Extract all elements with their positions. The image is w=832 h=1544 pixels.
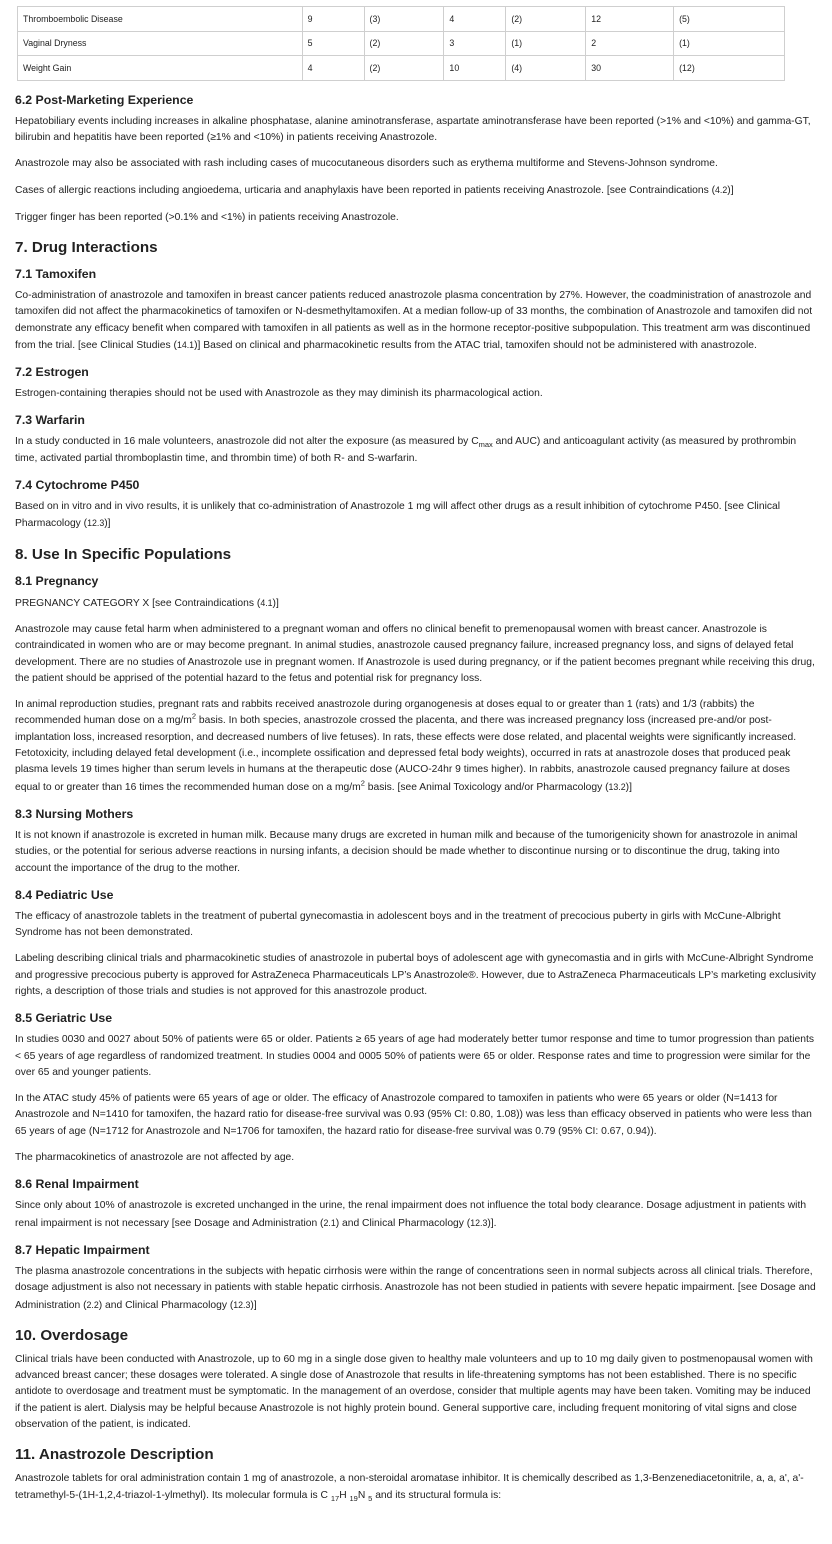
section-8-4-title: 8.4 Pediatric Use — [15, 887, 114, 902]
table-body — [18, 7, 785, 81]
section-11-title: 11. Anastrozole Description — [15, 1446, 214, 1464]
section-10-title: 10. Overdosage — [15, 1326, 129, 1344]
table-cell-value: 12 — [586, 7, 674, 32]
section-8-7-paragraph: The plasma anastrozole concentrations in the subjects with hepatic cirrhosis were within the range of concentrations seen in normal subjects across all clinical trials. Therefore, dosage adjustment is also not necessary in patients with stable hepatic cirrhosis. Anastrozole has not been studied in patients with severe hepatic impairment. [see Dosage and Administration (2.2) and Clinical Pharmacology (12.3)] — [15, 1265, 816, 1311]
table-cell-value: 30 — [586, 56, 674, 81]
table-cell-event: Thromboembolic Disease — [18, 7, 303, 32]
section-8-6-paragraph: Since only about 10% of anastrozole is excreted unchanged in the urine, the renal impairment does not influence the total body clearance. Dosage adjustment in patients with renal impairment is not necessary [see Dosage and Administration (2.1) and Clinical Pharmacology (12.3)]. — [15, 1200, 807, 1229]
reference-link[interactable]: 14.1 — [176, 339, 195, 350]
table-cell-value: 5 — [302, 31, 364, 56]
section-7-2-paragraph: Estrogen-containing therapies should not be used with Anastrozole as they may diminish its pharmacological action. — [15, 388, 543, 400]
table-cell-value: 10 — [444, 56, 506, 81]
table-cell-value: (12) — [674, 56, 785, 81]
table-cell-event: Vaginal Dryness — [18, 31, 303, 56]
table-cell-value: 3 — [444, 31, 506, 56]
table-cell-value: 4 — [444, 7, 506, 32]
table-cell-value: (1) — [674, 31, 785, 56]
reference-link[interactable]: 2.1 — [323, 1217, 336, 1228]
section-8-6-title: 8.6 Renal Impairment — [15, 1177, 139, 1192]
table-cell-value: (2) — [364, 56, 444, 81]
table-row — [18, 56, 785, 81]
table-cell-value: (2) — [364, 31, 444, 56]
section-8-3-title: 8.3 Nursing Mothers — [15, 806, 134, 821]
table-cell-value: (5) — [674, 7, 785, 32]
section-8-3-paragraph: It is not known if anastrozole is excreted in human milk. Because many drugs are excreted in human milk and because of the tumorigenicity shown for anastrozole in animal studies, or the potential for serious adverse reactions in nursing infants, a decision should be made whether to discontinue nursing or to discontinue the drug, taking into account the importance of the drug to the mother. — [15, 829, 798, 874]
section-8-4-paragraph: The efficacy of anastrozole tablets in the treatment of pubertal gynecomastia in adolescent boys and in the treatment of precocious puberty in girls with McCune-Albright Syndrome has not been demonstrated. — [15, 910, 781, 939]
section-8-4-paragraph: Labeling describing clinical trials and pharmacokinetic studies of anastrozole in pubertal boys of adolescent age with gynecomastia and in girls with McCune-Albright Syndrome and progressive precocious puberty is approved for AstraZeneca Pharmaceuticals LP’s Anastrozole®. However, due to AstraZeneca Pharmaceuticals LP’s marketing exclusivity rights, a description of those trials and studies is not approved for this anastrozole product. — [15, 953, 817, 997]
table-cell-value: 2 — [586, 31, 674, 56]
table-cell-value: (1) — [506, 31, 586, 56]
table-cell-value: (2) — [506, 7, 586, 32]
table-cell-value: 4 — [302, 56, 364, 81]
section-7-3-title: 7.3 Warfarin — [15, 413, 85, 428]
table-row — [18, 7, 785, 32]
reference-link[interactable]: 4.1 — [260, 597, 273, 608]
table-cell-value: (3) — [364, 7, 444, 32]
section-8-5-paragraph: The pharmacokinetics of anastrozole are not affected by age. — [15, 1152, 295, 1164]
section-8-1-title: 8.1 Pregnancy — [15, 573, 99, 588]
table-cell-event: Weight Gain — [18, 56, 303, 81]
reference-link[interactable]: 2.2 — [86, 1299, 99, 1310]
section-6-2-title: 6.2 Post-Marketing Experience — [15, 92, 194, 107]
section-7-title: 7. Drug Interactions — [15, 238, 158, 256]
section-6-2-paragraph: Trigger finger has been reported (>0.1% and <1%) in patients receiving Anastrozole. — [15, 211, 399, 223]
table-cell-value: (4) — [506, 56, 586, 81]
reference-link[interactable]: 12.3 — [233, 1299, 251, 1310]
section-8-title: 8. Use In Specific Populations — [15, 545, 232, 563]
reference-link[interactable]: 12.3 — [470, 1217, 488, 1228]
section-6-2-paragraph: Anastrozole may also be associated with rash including cases of mucocutaneous disorders such as erythema multiforme and Stevens-Johnson syndrome. — [15, 158, 718, 170]
table-row — [18, 31, 785, 56]
section-6-2-paragraph: Cases of allergic reactions including angioedema, urticaria and anaphylaxis have been reported in patients receiving Anastrozole. [see Contraindications (4.2)] — [15, 185, 734, 197]
section-10-paragraph: Clinical trials have been conducted with Anastrozole, up to 60 mg in a single dose given to healthy male volunteers and up to 10 mg daily given to postmenopausal women with advanced breast cancer; these dosages were tolerated. A single dose of Anastrozole that results in life-threatening symptoms has not been established. There is no specific antidote to overdosage and treatment must be symptomatic. In the management of an overdose, consider that multiple agents may have been taken. Vomiting may be induced if the patient is alert. Dialysis may be helpful because Anastrozole is not highly protein bound. General supportive care, including frequent monitoring of vital signs and close observation of the patient, is indicated. — [15, 1353, 813, 1431]
section-11-paragraph: Anastrozole tablets for oral administration contain 1 mg of anastrozole, a non-steroidal aromatase inhibitor. It is chemically described as 1,3-Benzenediacetonitrile, a, a, a', a'-tetramethyl-5-(1H-1,2,4-triazol-1-ylmethyl). Its molecular formula is C $_{17}$H $_{19}$N $_5$ and its structural formula is: — [15, 1473, 804, 1503]
section-7-4-title: 7.4 Cytochrome P450 — [15, 478, 140, 493]
section-8-1-paragraph: In animal reproduction studies, pregnant rats and rabbits received anastrozole during organogenesis at doses equal to or greater than 1 (rats) and 1/3 (rabbits) the recommended human dose on a $mg/m^2$ basis. In both species, anastrozole crossed the placenta, and there was increased pregnancy loss (increased pre-and/or post-implantation loss, increased resorption, and decreased numbers of live fetuses). In rats, these effects were dose related, and placental weights were significantly increased. Fetotoxicity, including delayed fetal development (i.e., incomplete ossification and depressed fetal body weights), occurred in rats at anastrozole doses that produced peak plasma levels 19 times higher than serum levels in humans at the therapeutic dose (AUCO-24hr 9 times higher). In rabbits, anastrozole caused pregnancy failure at doses equal to or greater than 16 times the recommended human dose on a $mg/m^2$ basis. [see Animal Toxicology and/or Pharmacology (13.2)] — [15, 699, 797, 793]
reference-link[interactable]: 13.2 — [608, 781, 626, 792]
section-8-7-title: 8.7 Hepatic Impairment — [15, 1242, 150, 1257]
pregnancy-category: PREGNANCY CATEGORY X [see Contraindications (4.1)] — [15, 597, 279, 609]
section-8-5-title: 8.5 Geriatric Use — [15, 1011, 113, 1026]
reference-link[interactable]: 12.3 — [87, 518, 105, 529]
section-8-5-paragraph: In studies 0030 and 0027 about 50% of patients were 65 or older. Patients ≥ 65 years of age had moderately better tumor response and time to tumor progression than patients < 65 years of age regardless of randomized treatment. In studies 0004 and 0005 50% of patients were 65 or older. Response rates and time to progression were similar for the over 65 and younger patients. — [15, 1034, 815, 1078]
section-7-3-paragraph: In a study conducted in 16 male volunteers, anastrozole did not alter the exposure (as measured by $C_{max}$ and AUC) and anticoagulant activity (as measured by prothrombin time, activated partial thromboplastin time, and thrombin time) of both R- and S-warfarin. — [15, 436, 797, 464]
section-8-5-paragraph: In the ATAC study 45% of patients were 65 years of age or older. The efficacy of Anastrozole compared to tamoxifen in patients who were 65 years or older (N=1413 for Anastrozole and N=1410 for tamoxifen, the hazard ratio for disease-free survival was 0.93 (95% CI: 0.80, 1.08)) was less than efficacy observed in patients who were less than 65 years of age (N=1712 for Anastrozole and N=1706 for tamoxifen, the hazard ratio for disease-free survival was 0.79 (95% CI: 0.67, 0.94)). — [15, 1093, 812, 1137]
section-8-1-paragraph: Anastrozole may cause fetal harm when administered to a pregnant woman and offers no clinical benefit to premenopausal women with breast cancer. Anastrozole is contraindicated in women who are or may become pregnant. In animal studies, anastrozole caused pregnancy failure, increased pregnancy loss, and signs of delayed fetal development. There are no studies of Anastrozole use in pregnant women. If Anastrozole is used during pregnancy, or if the patient becomes pregnant while receiving this drug, the patient should be apprised of the potential hazard to the fetus and potential risk for pregnancy loss. — [15, 623, 815, 684]
table-cell-value: 9 — [302, 7, 364, 32]
section-7-1-title: 7.1 Tamoxifen — [15, 266, 97, 281]
adverse-events-table — [17, 6, 785, 81]
section-6-2-paragraph: Hepatobiliary events including increases in alkaline phosphatase, alanine aminotransferase, aspartate aminotransferase have been reported (>1% and <10%) and gamma-GT, bilirubin and hepatitis have been reported (≥1% and <10%) in patients receiving Anastrozole. — [15, 115, 811, 143]
section-7-4-paragraph: Based on in vitro and in vivo results, it is unlikely that co-administration of Anastrozole 1 mg will affect other drugs as a result inhibition of cytochrome P450. [see Clinical Pharmacology (12.3)] — [15, 501, 781, 530]
section-7-2-title: 7.2 Estrogen — [15, 365, 89, 380]
section-7-1-paragraph: Co-administration of anastrozole and tamoxifen in breast cancer patients reduced anastrozole plasma concentration by 27%. However, the coadministration of anastrozole and tamoxifen did not affect the pharmacokinetics of tamoxifen or N-desmethyltamoxifen. At a median follow-up of 33 months, the combination of Anastrozole and tamoxifen did not demonstrate any efficacy benefit when compared with tamoxifen in all patients as well as in the hormone receptor-positive subpopulation. This treatment arm was discontinued from the trial. [see Clinical Studies (14.1)] Based on clinical and pharmacokinetic results from the ATAC trial, tamoxifen should not be administered with anastrozole. — [15, 289, 813, 351]
reference-link[interactable]: 4.2 — [715, 185, 728, 196]
